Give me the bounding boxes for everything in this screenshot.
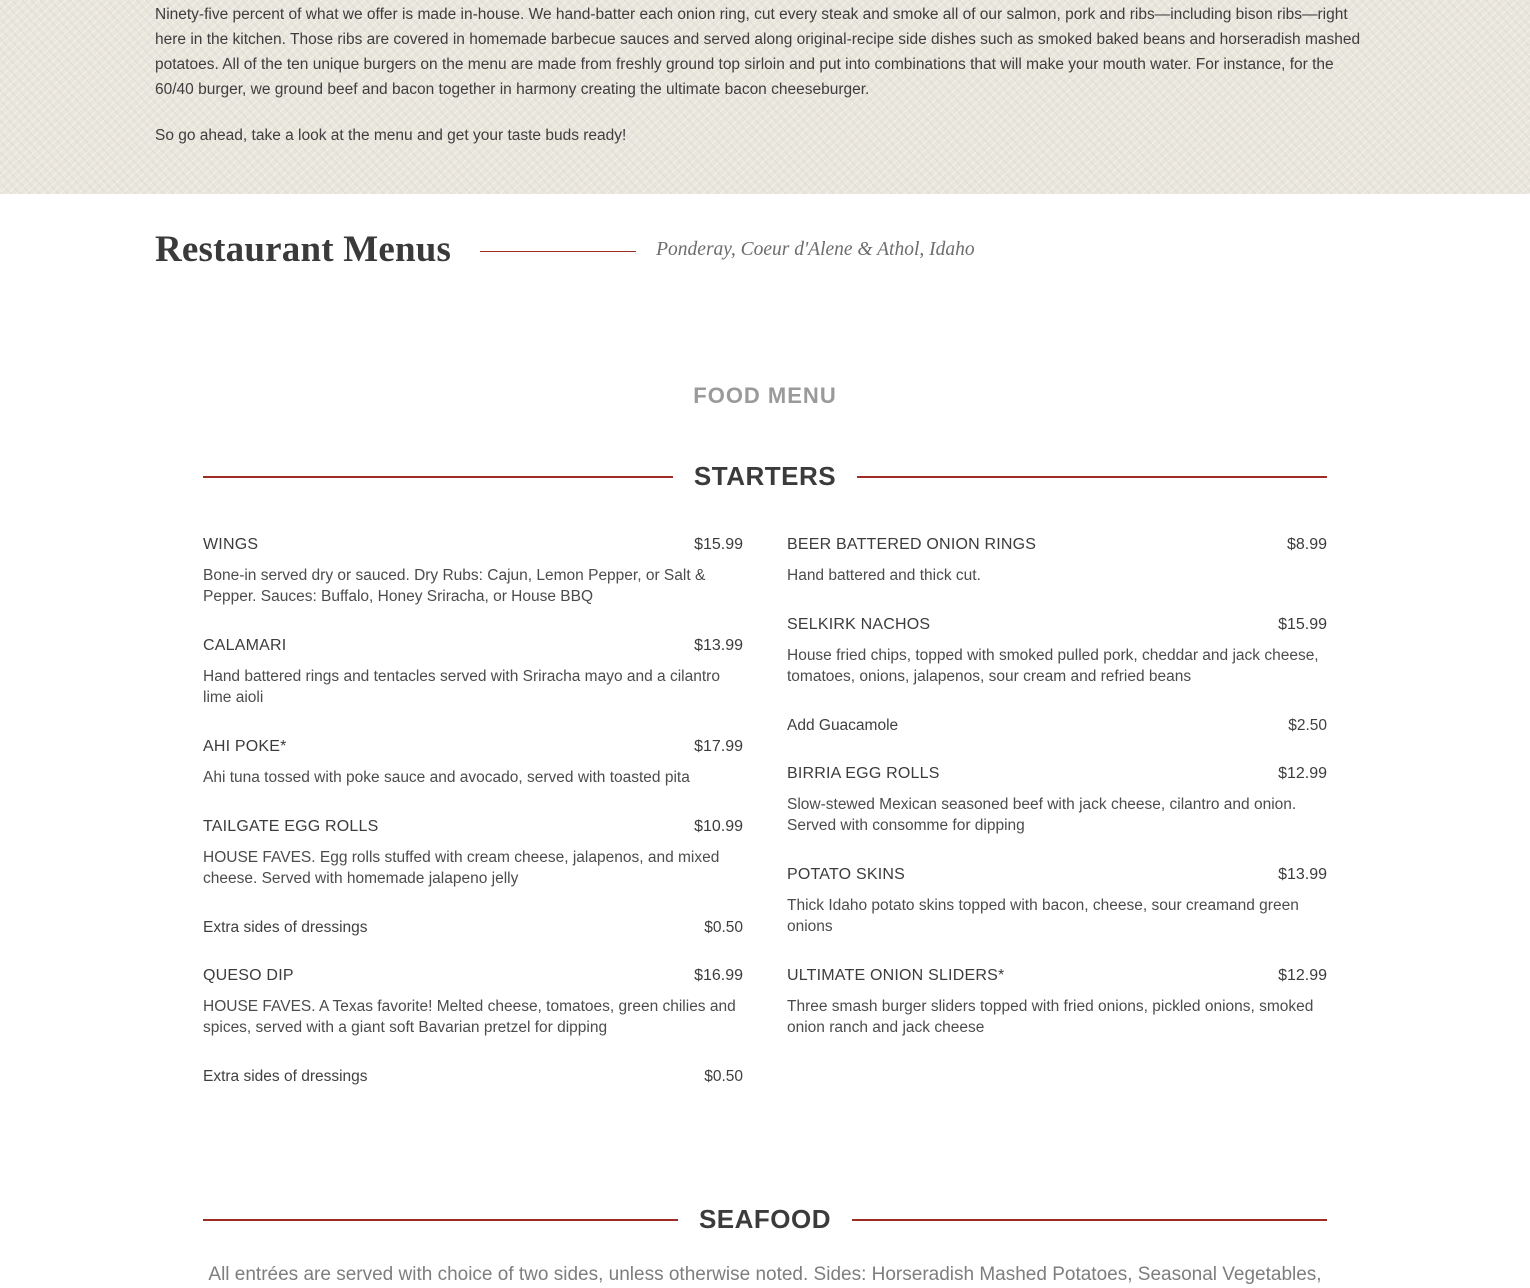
- item-price: $13.99: [694, 637, 743, 654]
- item-price: $12.99: [1278, 765, 1327, 782]
- seafood-section-title: SEAFOOD: [698, 1204, 832, 1234]
- item-head: [787, 967, 1327, 985]
- item-description: Three smash burger sliders topped with fried onions, pickled onions, smoked onion ranch and jack cheese: [787, 998, 1314, 1036]
- item-description: Hand battered and thick cut.: [787, 567, 981, 584]
- starters-right-column: [787, 536, 1327, 1116]
- item-head: [787, 765, 1327, 783]
- section-rule-right: [852, 1219, 1327, 1221]
- item-head: [203, 536, 743, 554]
- item-head: [203, 818, 743, 836]
- extra-price: $0.50: [704, 919, 743, 936]
- starters-columns: [203, 536, 1327, 1116]
- item-price: $13.99: [1278, 866, 1327, 883]
- starters-section-header: [203, 461, 1327, 492]
- section-rule-right: [857, 476, 1327, 478]
- item-name: SELKIRK NACHOS: [787, 616, 931, 633]
- menu-item-tailgate-egg-rolls: [203, 818, 743, 889]
- extra-name: Extra sides of dressings: [203, 919, 368, 936]
- menu-item-potato-skins: [787, 866, 1327, 937]
- item-price: $17.99: [694, 738, 743, 755]
- item-price: $16.99: [694, 967, 743, 984]
- menu-item-calamari: [203, 637, 743, 708]
- menu-item-birria-egg-rolls: [787, 765, 1327, 836]
- item-head: [787, 616, 1327, 634]
- starters-left-column: [203, 536, 743, 1116]
- menu-item-queso-dip: [203, 967, 743, 1038]
- page-subtitle: Ponderay, Coeur d'Alene & Athol, Idaho: [656, 238, 975, 260]
- extra-price: $0.50: [704, 1068, 743, 1085]
- extra-name: Extra sides of dressings: [203, 1068, 368, 1085]
- seafood-sides-note: All entrées are served with choice of two sides, unless otherwise noted. Sides: Horseradish Mashed Potatoes, Seasonal Vegetables,: [208, 1264, 1322, 1285]
- item-price: $10.99: [694, 818, 743, 835]
- item-head: [787, 866, 1327, 884]
- item-name: BIRRIA EGG ROLLS: [787, 765, 940, 782]
- item-description: House fried chips, topped with smoked pulled pork, cheddar and jack cheese, tomatoes, onions, jalapenos, sour cream and refried beans: [787, 647, 1319, 685]
- item-name: ULTIMATE ONION SLIDERS*: [787, 967, 1005, 984]
- item-name: POTATO SKINS: [787, 866, 905, 883]
- item-price: $15.99: [1278, 616, 1327, 633]
- item-description: HOUSE FAVES. A Texas favorite! Melted cheese, tomatoes, green chilies and spices, served with a giant soft Bavarian pretzel for dipping: [203, 998, 736, 1036]
- item-price: $15.99: [694, 536, 743, 553]
- item-head: [203, 637, 743, 655]
- extra-row-guacamole: [787, 717, 1327, 735]
- extra-row-dressings: [203, 1068, 743, 1086]
- item-description: Ahi tuna tossed with poke sauce and avocado, served with toasted pita: [203, 769, 690, 786]
- section-rule-left: [203, 476, 673, 478]
- item-name: AHI POKE*: [203, 738, 287, 755]
- section-rule-left: [203, 1219, 678, 1221]
- hero-section: [0, 0, 1530, 194]
- extra-price: $2.50: [1288, 717, 1327, 734]
- menu-item-wings: [203, 536, 743, 607]
- item-name: WINGS: [203, 536, 259, 553]
- item-description: Thick Idaho potato skins topped with bacon, cheese, sour creamand green onions: [787, 897, 1299, 935]
- extra-row-dressings: [203, 919, 743, 937]
- page-title: Restaurant Menus: [155, 229, 452, 270]
- item-name: TAILGATE EGG ROLLS: [203, 818, 379, 835]
- hero-intro-paragraph: Ninety-five percent of what we offer is made in-house. We hand-batter each onion ring, cut every steak and smoke all of our salmon, pork and ribs—including bison ribs—right here in the kitchen. Those ribs are covered in homemade barbecue sauces and served along original-recipe side dishes such as smoked baked beans and horseradish mashed potatoes. All of the ten unique burgers on the menu are made from freshly ground top sirloin and put into combinations that will make your mouth water. For instance, for the 60/40 burger, we ground beef and bacon together in harmony creating the ultimate bacon cheeseburger.: [155, 6, 1361, 98]
- menu-item-ahi-poke: [203, 738, 743, 788]
- item-head: [203, 738, 743, 756]
- menu-container: [203, 461, 1327, 1288]
- hero-cta-paragraph: So go ahead, take a look at the menu and get your taste buds ready!: [155, 127, 627, 144]
- item-description: Slow-stewed Mexican seasoned beef with jack cheese, cilantro and onion. Served with consomme for dipping: [787, 796, 1297, 834]
- starters-section: [203, 461, 1327, 1116]
- extra-name: Add Guacamole: [787, 717, 899, 734]
- item-name: QUESO DIP: [203, 967, 294, 984]
- seafood-section: [203, 1204, 1327, 1288]
- menu-main: [0, 383, 1530, 1288]
- seafood-section-header: [203, 1204, 1327, 1235]
- item-price: $8.99: [1286, 536, 1327, 553]
- menu-item-ultimate-onion-sliders: [787, 967, 1327, 1038]
- menu-item-beer-battered-onion-rings: [787, 536, 1327, 586]
- food-menu-label: FOOD MENU: [693, 383, 837, 408]
- item-description: HOUSE FAVES. Egg rolls stuffed with cream cheese, jalapenos, and mixed cheese. Served with homemade jalapeno jelly: [203, 849, 720, 887]
- item-head: [787, 536, 1327, 554]
- item-price: $12.99: [1278, 967, 1327, 984]
- menu-item-selkirk-nachos: [787, 616, 1327, 687]
- page-header: [0, 194, 1530, 271]
- item-description: Bone-in served dry or sauced. Dry Rubs: Cajun, Lemon Pepper, or Salt & Pepper. Sauces: Buffalo, Honey Sriracha, or House BBQ: [203, 567, 706, 605]
- title-divider-rule: [480, 251, 636, 252]
- item-head: [203, 967, 743, 985]
- item-description: Hand battered rings and tentacles served with Sriracha mayo and a cilantro lime aioli: [203, 668, 720, 706]
- item-name: BEER BATTERED ONION RINGS: [787, 536, 1037, 553]
- item-name: CALAMARI: [203, 637, 287, 654]
- starters-section-title: STARTERS: [693, 461, 837, 491]
